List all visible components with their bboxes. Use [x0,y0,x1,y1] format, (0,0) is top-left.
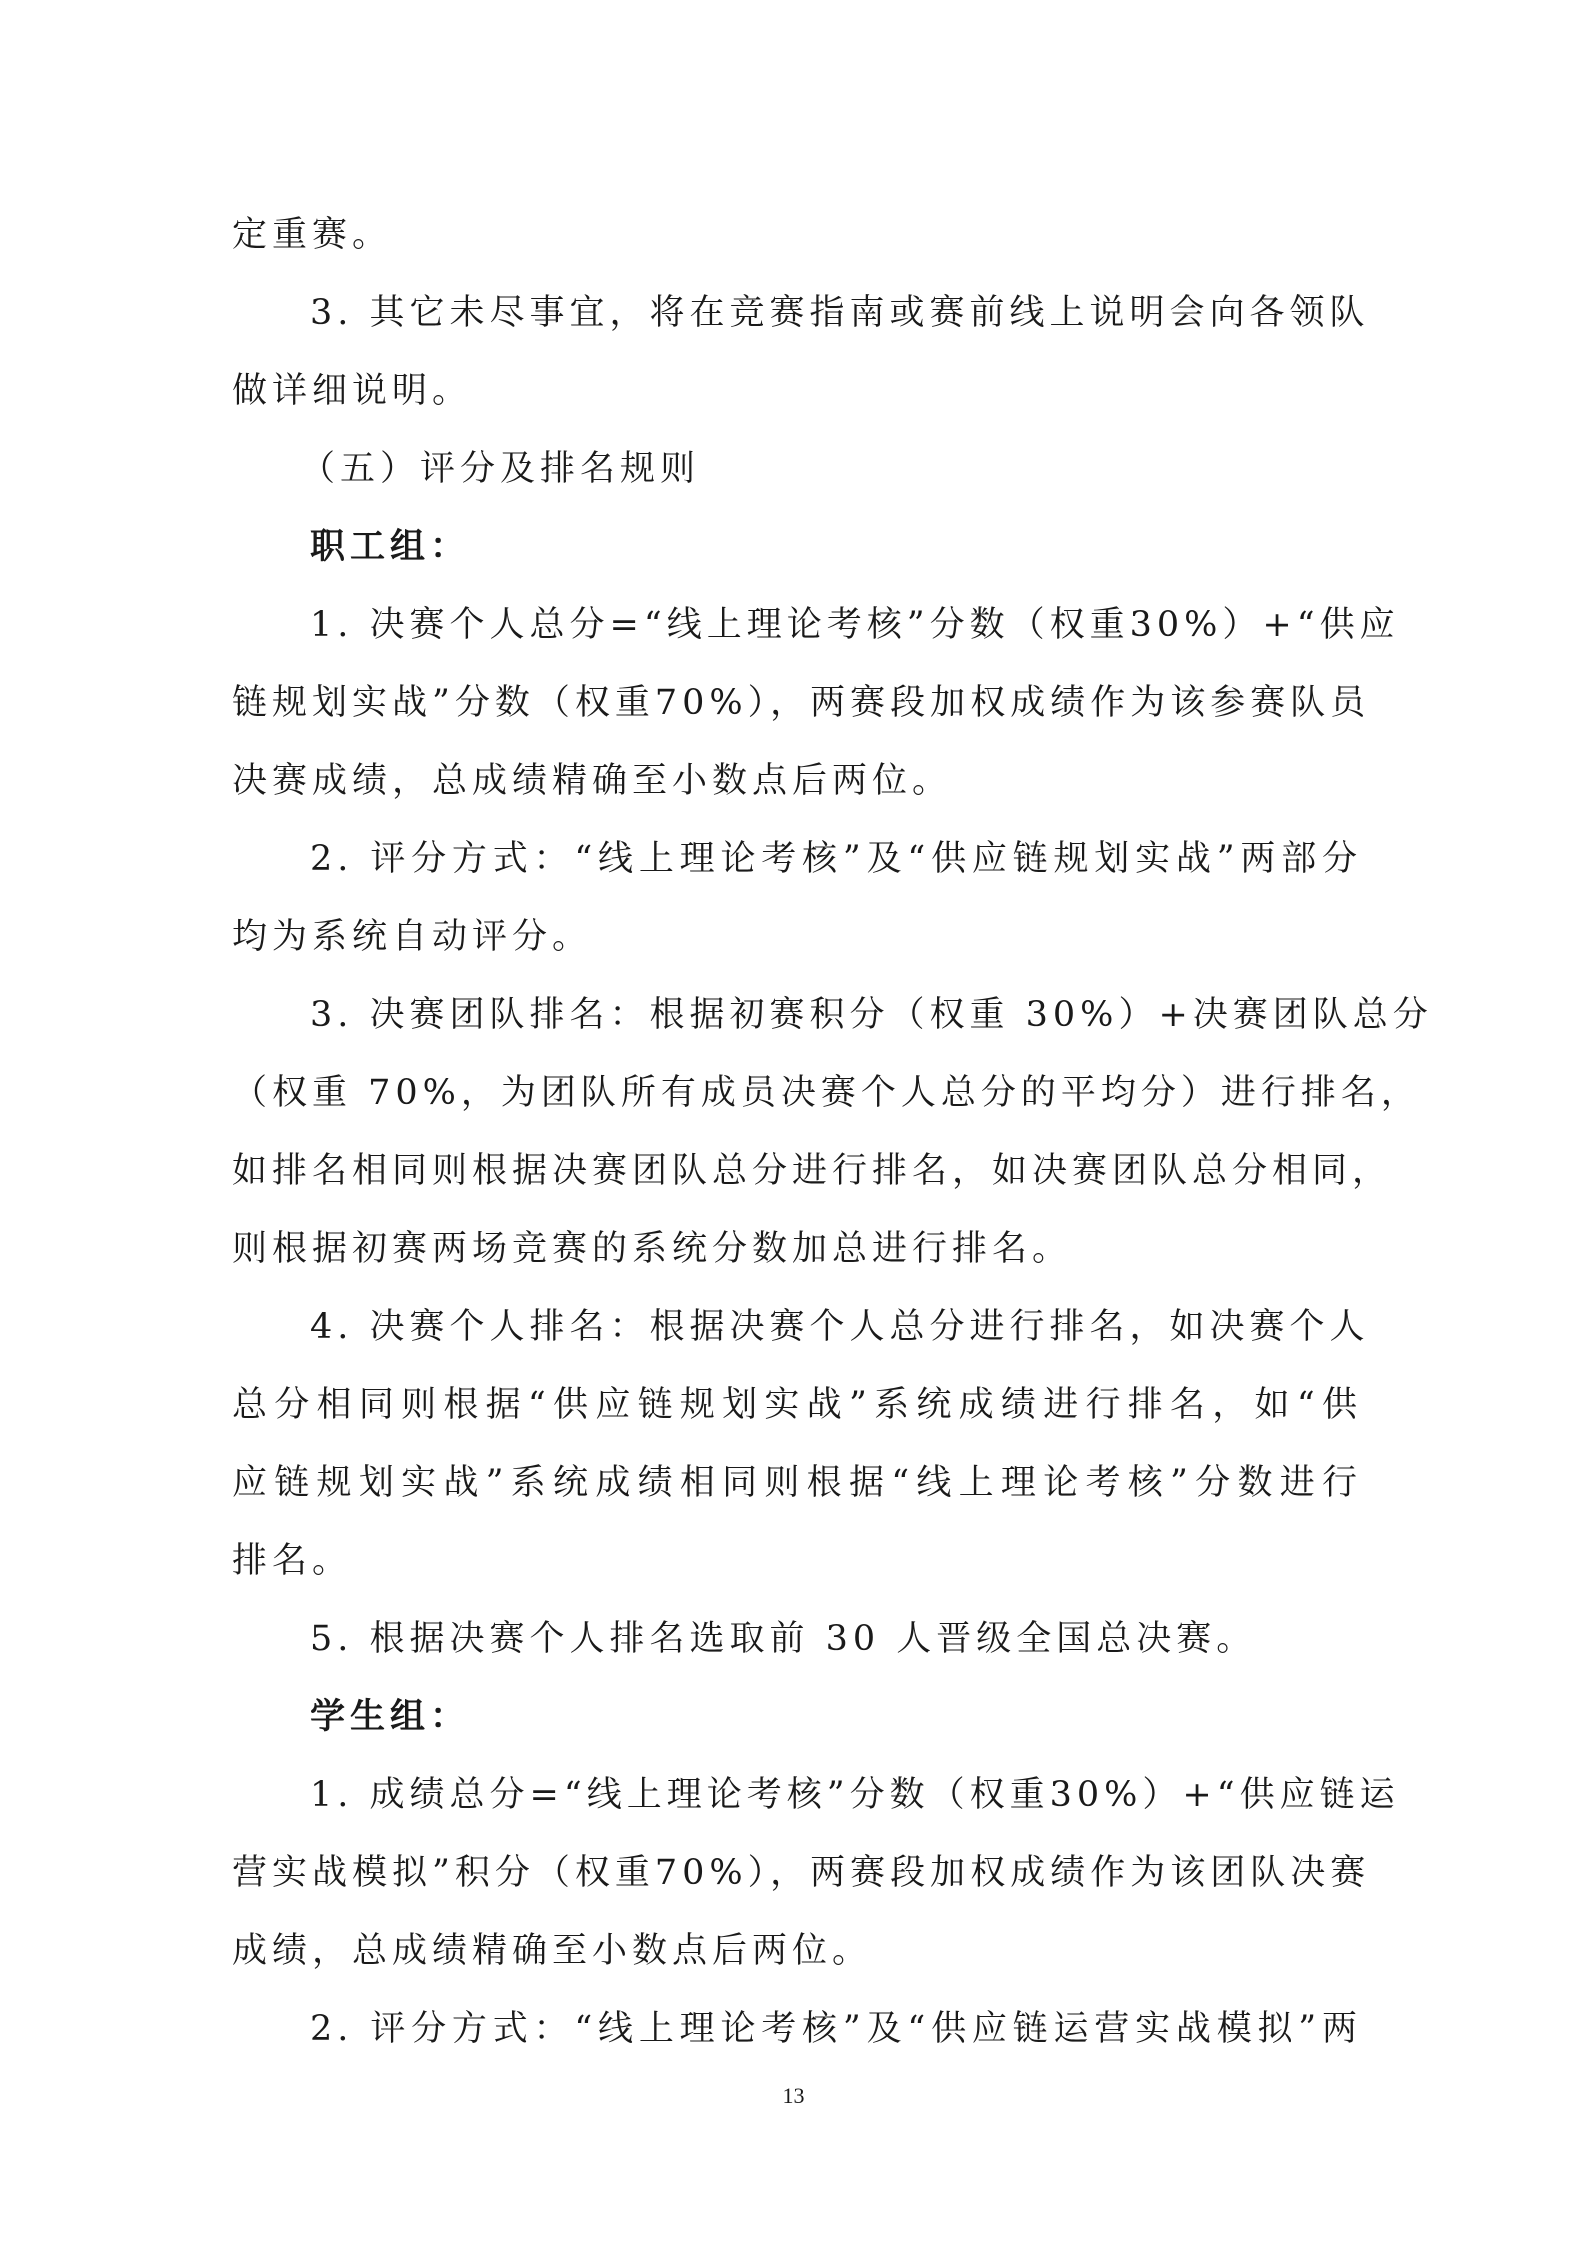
paragraph-line: 做详细说明。 [232,371,473,411]
paragraph-line: 3. 其它未尽事宜，将在竞赛指南或赛前线上说明会向各领队 [310,293,1370,333]
paragraph-line: 2. 评分方式：“线上理论考核”及“供应链规划实战”两部分 [310,839,1362,879]
section-heading: （五）评分及排名规则 [300,449,701,489]
paragraph-line: 则根据初赛两场竞赛的系统分数加总进行排名。 [232,1229,1073,1269]
paragraph-line: 总分相同则根据“供应链规划实战”系统成绩进行排名，如“供 [232,1385,1362,1425]
group-heading-student: 学生组： [310,1696,471,1737]
paragraph-line: 定重赛。 [232,215,393,255]
paragraph-line: （权重 70%，为团队所有成员决赛个人总分的平均分）进行排名， [232,1073,1421,1113]
paragraph-line: 4. 决赛个人排名：根据决赛个人总分进行排名，如决赛个人 [310,1307,1370,1347]
paragraph-line: 链规划实战”分数（权重70%），两赛段加权成绩作为该参赛队员 [232,683,1371,723]
page-number: 13 [782,2083,805,2108]
paragraph-line: 2. 评分方式：“线上理论考核”及“供应链运营实战模拟”两 [310,2009,1362,2049]
paragraph-line: 排名。 [232,1541,353,1581]
paragraph-line: 1. 成绩总分=“线上理论考核”分数（权重30%）+“供应链运 [310,1775,1400,1815]
paragraph-line: 5. 根据决赛个人排名选取前 30 人晋级全国总决赛。 [310,1619,1257,1659]
paragraph-line: 如排名相同则根据决赛团队总分进行排名，如决赛团队总分相同， [232,1151,1393,1191]
group-heading-staff: 职工组： [310,526,471,567]
paragraph-line: 1. 决赛个人总分=“线上理论考核”分数（权重30%）+“供应 [310,605,1400,645]
paragraph-line: 成绩，总成绩精确至小数点后两位。 [232,1931,873,1971]
paragraph-line: 3. 决赛团队排名：根据初赛积分（权重 30%）+决赛团队总分 [310,995,1433,1035]
paragraph-line: 应链规划实战”系统成绩相同则根据“线上理论考核”分数进行 [232,1463,1362,1503]
paragraph-line: 决赛成绩，总成绩精确至小数点后两位。 [232,761,953,801]
paragraph-line: 均为系统自动评分。 [232,917,593,957]
paragraph-line: 营实战模拟”积分（权重70%），两赛段加权成绩作为该团队决赛 [232,1853,1371,1893]
